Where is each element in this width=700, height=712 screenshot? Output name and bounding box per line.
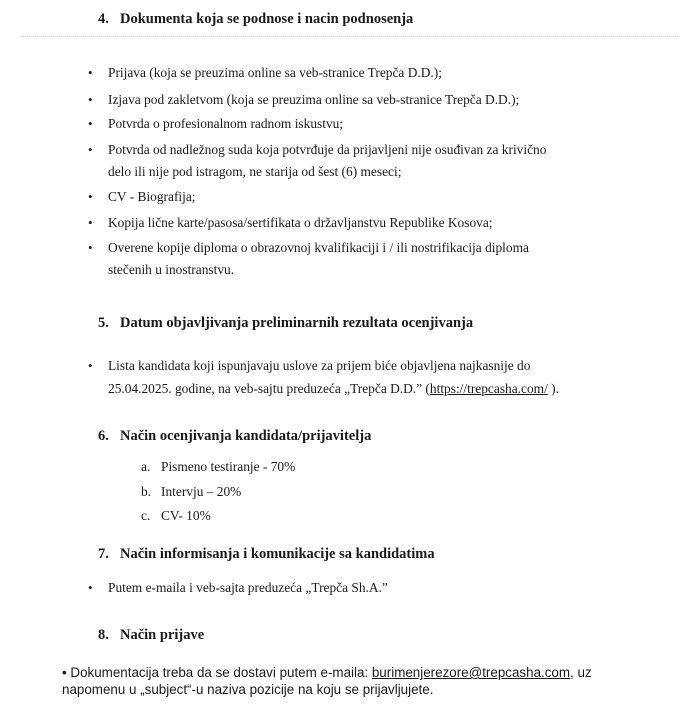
scoring-item	[141, 481, 241, 503]
text-segment: 25.04.2025. godine, na veb-sajtu preduzeća „Trepča D.D.” (	[108, 381, 430, 396]
section-8-heading	[98, 627, 204, 644]
bullet-icon: •	[88, 215, 93, 230]
instruction-line	[62, 664, 622, 681]
list-item: CV - Biografija;	[108, 189, 196, 204]
list-item: Potvrda o profesionalnom radnom iskustvu;	[108, 116, 344, 131]
item-text: CV- 10%	[161, 508, 211, 523]
scoring-item	[141, 456, 295, 478]
list-item-continuation: delo ili nije pod istragom, ne starija od šest (6) meseci;	[108, 164, 402, 179]
text-segment: ).	[547, 381, 559, 396]
bullet-icon: •	[88, 92, 93, 107]
section-5-heading	[98, 315, 473, 332]
item-marker: b.	[141, 484, 152, 499]
bullet-icon: •	[88, 65, 93, 80]
list-item: Prijava (koja se preuzima online sa veb-stranice Trepča D.D.);	[108, 65, 442, 80]
application-instructions	[62, 664, 622, 698]
section-title: Datum objavljivanja preliminarnih rezultata ocenjivanja	[120, 315, 474, 331]
section-number: 6.	[98, 428, 109, 444]
item-text: Intervju – 20%	[161, 484, 242, 499]
section-6-heading	[98, 428, 371, 445]
section-number: 4.	[98, 11, 109, 27]
section-title: Način ocenjivanja kandidata/prijavitelja	[120, 428, 372, 444]
section-number: 5.	[98, 315, 109, 331]
list-item: Overene kopije diploma o obrazovnoj kvalifikaciji i / ili nostrifikacija diploma	[108, 240, 529, 255]
list-item: Lista kandidata koji ispunjavaju uslove za prijem biće objavljena najkasnije do	[108, 358, 531, 373]
section-number: 7.	[98, 546, 109, 562]
list-item-continuation	[108, 378, 559, 400]
website-link[interactable]: https://trepcasha.com/	[429, 381, 548, 396]
bullet-icon: •	[88, 189, 93, 204]
item-marker: a.	[141, 459, 151, 474]
text-segment: , uz	[570, 665, 592, 680]
section-number: 8.	[98, 627, 109, 643]
list-item: Kopija lične karte/pasosa/sertifikata o državljanstvu Republike Kosova;	[108, 215, 493, 230]
bullet-icon: •	[88, 116, 93, 131]
section-title: Dokumenta koja se podnose i nacin podnosenja	[120, 11, 414, 27]
bullet-icon: •	[88, 358, 93, 373]
section-7-heading	[98, 546, 435, 563]
text-segment: • Dokumentacija treba da se dostavi putem e-maila:	[62, 665, 372, 680]
scoring-item	[141, 505, 211, 527]
list-item: Izjava pod zakletvom (koja se preuzima online sa veb-stranice Trepča D.D.);	[108, 92, 520, 107]
item-marker: c.	[141, 508, 151, 523]
bullet-icon: •	[88, 580, 93, 595]
item-text: Pismeno testiranje - 70%	[161, 459, 296, 474]
section-title: Način prijave	[120, 627, 205, 643]
section-4-heading	[98, 11, 413, 28]
list-item: Potvrda od nadležnog suda koja potvrđuje da prijavljeni nije osuđivan za krivično	[108, 142, 547, 157]
bullet-icon: •	[88, 240, 93, 255]
bullet-icon: •	[88, 142, 93, 157]
section-title: Način informisanja i komunikacije sa kandidatima	[120, 546, 435, 562]
list-item: Putem e-maila i veb-sajta preduzeća „Trepča Sh.A.”	[108, 580, 388, 595]
list-item-continuation: stečenih u inostranstvu.	[108, 262, 235, 277]
scan-dotted-line	[20, 36, 680, 38]
instruction-line: napomenu u „subject“-u naziva pozicije na koju se prijavljujete.	[62, 682, 434, 697]
email-link[interactable]: burimenjerezore@trepcasha.com	[371, 665, 571, 680]
